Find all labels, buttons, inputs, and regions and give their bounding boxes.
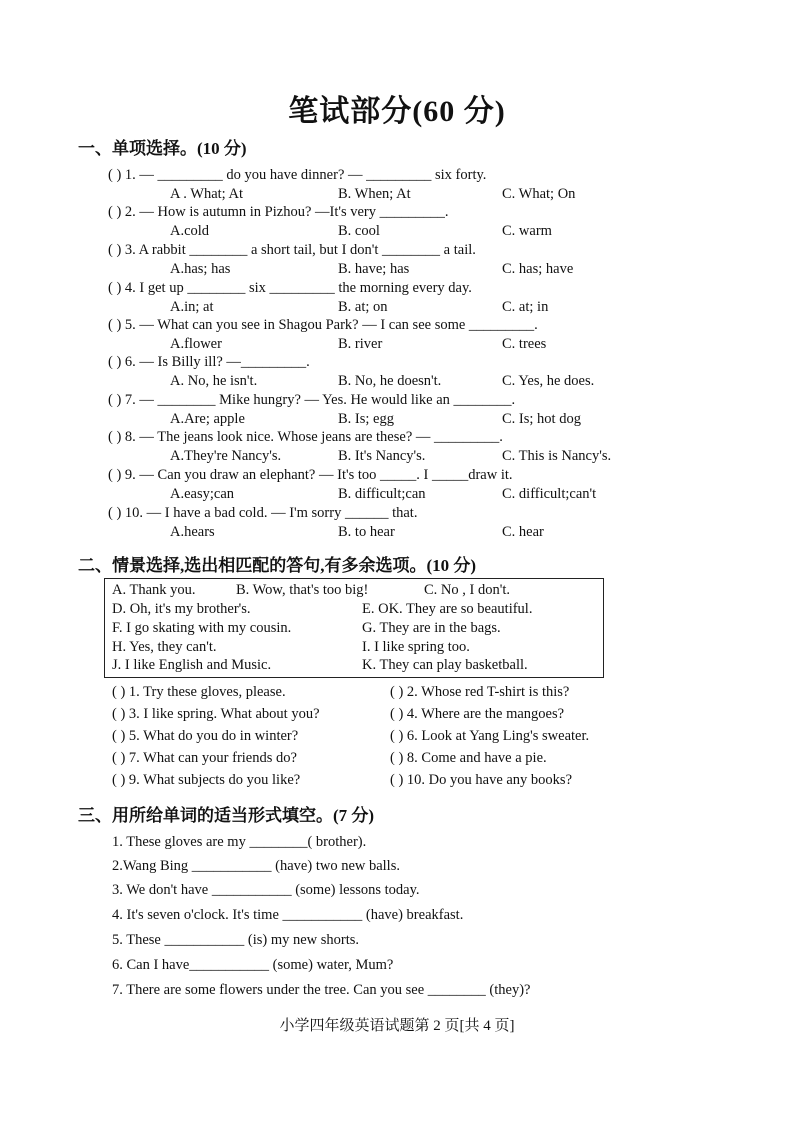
question-9: ( ) 9. — Can you draw an elephant? — It's too _____. I _____draw it. <box>108 467 513 483</box>
question-4: ( ) 4. I get up ________ six _________ the morning every day. <box>108 280 472 296</box>
q4-option-b: B. at; on <box>338 299 388 315</box>
q9-option-a: A.easy;can <box>170 486 235 502</box>
question-5: ( ) 5. — What can you see in Shagou Park? — I can see some _________. <box>108 317 538 333</box>
section2-heading: 二、情景选择,选出相匹配的答句,有多余选项。(10 分) <box>78 556 477 575</box>
match-item-8: ( ) 8. Come and have a pie. <box>390 750 547 766</box>
q10-option-c: C. hear <box>502 524 544 540</box>
match-item-6: ( ) 6. Look at Yang Ling's sweater. <box>390 728 590 744</box>
q3-option-a: A.has; has <box>170 261 231 277</box>
q8-option-b: B. It's Nancy's. <box>338 448 426 464</box>
question-1: ( ) 1. — _________ do you have dinner? — _________ six forty. <box>108 167 487 183</box>
q5-option-b: B. river <box>338 336 383 352</box>
q1-option-c: C. What; On <box>502 186 576 202</box>
q7-option-b: B. Is; egg <box>338 411 394 427</box>
q2-option-b: B. cool <box>338 223 380 239</box>
option-k: K. They can play basketball. <box>362 657 528 673</box>
q3-option-c: C. has; have <box>502 261 574 277</box>
match-item-2: ( ) 2. Whose red T-shirt is this? <box>390 684 570 700</box>
q8-option-a: A.They're Nancy's. <box>170 448 282 464</box>
fill-item-7: 7. There are some flowers under the tree. Can you see ________ (they)? <box>112 982 531 998</box>
q2-option-a: A.cold <box>170 223 210 239</box>
q6-option-b: B. No, he doesn't. <box>338 373 442 389</box>
section1-heading: 一、单项选择。(10 分) <box>78 139 247 158</box>
q9-option-b: B. difficult;can <box>338 486 426 502</box>
q7-option-c: C. Is; hot dog <box>502 411 581 427</box>
q2-option-c: C. warm <box>502 223 552 239</box>
match-item-1: ( ) 1. Try these gloves, please. <box>112 684 286 700</box>
option-f: F. I go skating with my cousin. <box>112 620 292 636</box>
question-8: ( ) 8. — The jeans look nice. Whose jeans are these? — _________. <box>108 429 503 445</box>
match-item-4: ( ) 4. Where are the mangoes? <box>390 706 565 722</box>
fill-item-5: 5. These ___________ (is) my new shorts. <box>112 932 360 948</box>
fill-item-4: 4. It's seven o'clock. It's time ___________ (have) breakfast. <box>112 907 464 923</box>
option-h: H. Yes, they can't. <box>112 639 217 655</box>
option-b: B. Wow, that's too big! <box>236 582 369 598</box>
question-2: ( ) 2. — How is autumn in Pizhou? —It's very _________. <box>108 204 449 220</box>
q8-option-c: C. This is Nancy's. <box>502 448 612 464</box>
option-c: C. No , I don't. <box>424 582 510 598</box>
q1-option-b: B. When; At <box>338 186 411 202</box>
option-i: I. I like spring too. <box>362 639 470 655</box>
match-item-9: ( ) 9. What subjects do you like? <box>112 772 301 788</box>
option-d: D. Oh, it's my brother's. <box>112 601 251 617</box>
fill-item-2: 2.Wang Bing ___________ (have) two new balls. <box>112 858 400 874</box>
match-item-5: ( ) 5. What do you do in winter? <box>112 728 299 744</box>
option-e: E. OK. They are so beautiful. <box>362 601 533 617</box>
fill-item-3: 3. We don't have ___________ (some) lessons today. <box>112 882 420 898</box>
q10-option-b: B. to hear <box>338 524 395 540</box>
question-7: ( ) 7. — ________ Mike hungry? — Yes. He would like an ________. <box>108 392 516 408</box>
q4-option-a: A.in; at <box>170 299 214 315</box>
match-item-7: ( ) 7. What can your friends do? <box>112 750 297 766</box>
fill-item-1: 1. These gloves are my ________( brother). <box>112 834 367 850</box>
q6-option-c: C. Yes, he does. <box>502 373 595 389</box>
fill-item-6: 6. Can I have___________ (some) water, Mum? <box>112 957 394 973</box>
section3-heading: 三、用所给单词的适当形式填空。(7 分) <box>78 806 375 825</box>
q1-option-a: A . What; At <box>170 186 244 202</box>
question-3: ( ) 3. A rabbit ________ a short tail, but I don't ________ a tail. <box>108 242 476 258</box>
page-title: 笔试部分(60 分) <box>288 95 506 128</box>
q7-option-a: A.Are; apple <box>170 411 245 427</box>
q3-option-b: B. have; has <box>338 261 410 277</box>
q5-option-a: A.flower <box>170 336 222 352</box>
option-a: A. Thank you. <box>112 582 196 598</box>
question-10: ( ) 10. — I have a bad cold. — I'm sorry ______ that. <box>108 505 418 521</box>
option-g: G. They are in the bags. <box>362 620 501 636</box>
question-6: ( ) 6. — Is Billy ill? —_________. <box>108 354 310 370</box>
option-j: J. I like English and Music. <box>112 657 272 673</box>
match-item-3: ( ) 3. I like spring. What about you? <box>112 706 320 722</box>
q9-option-c: C. difficult;can't <box>502 486 597 502</box>
match-item-10: ( ) 10. Do you have any books? <box>390 772 573 788</box>
q5-option-c: C. trees <box>502 336 547 352</box>
q6-option-a: A. No, he isn't. <box>170 373 258 389</box>
page-footer: 小学四年级英语试题第 2 页[共 4 页] <box>279 1018 515 1034</box>
q10-option-a: A.hears <box>170 524 215 540</box>
q4-option-c: C. at; in <box>502 299 549 315</box>
